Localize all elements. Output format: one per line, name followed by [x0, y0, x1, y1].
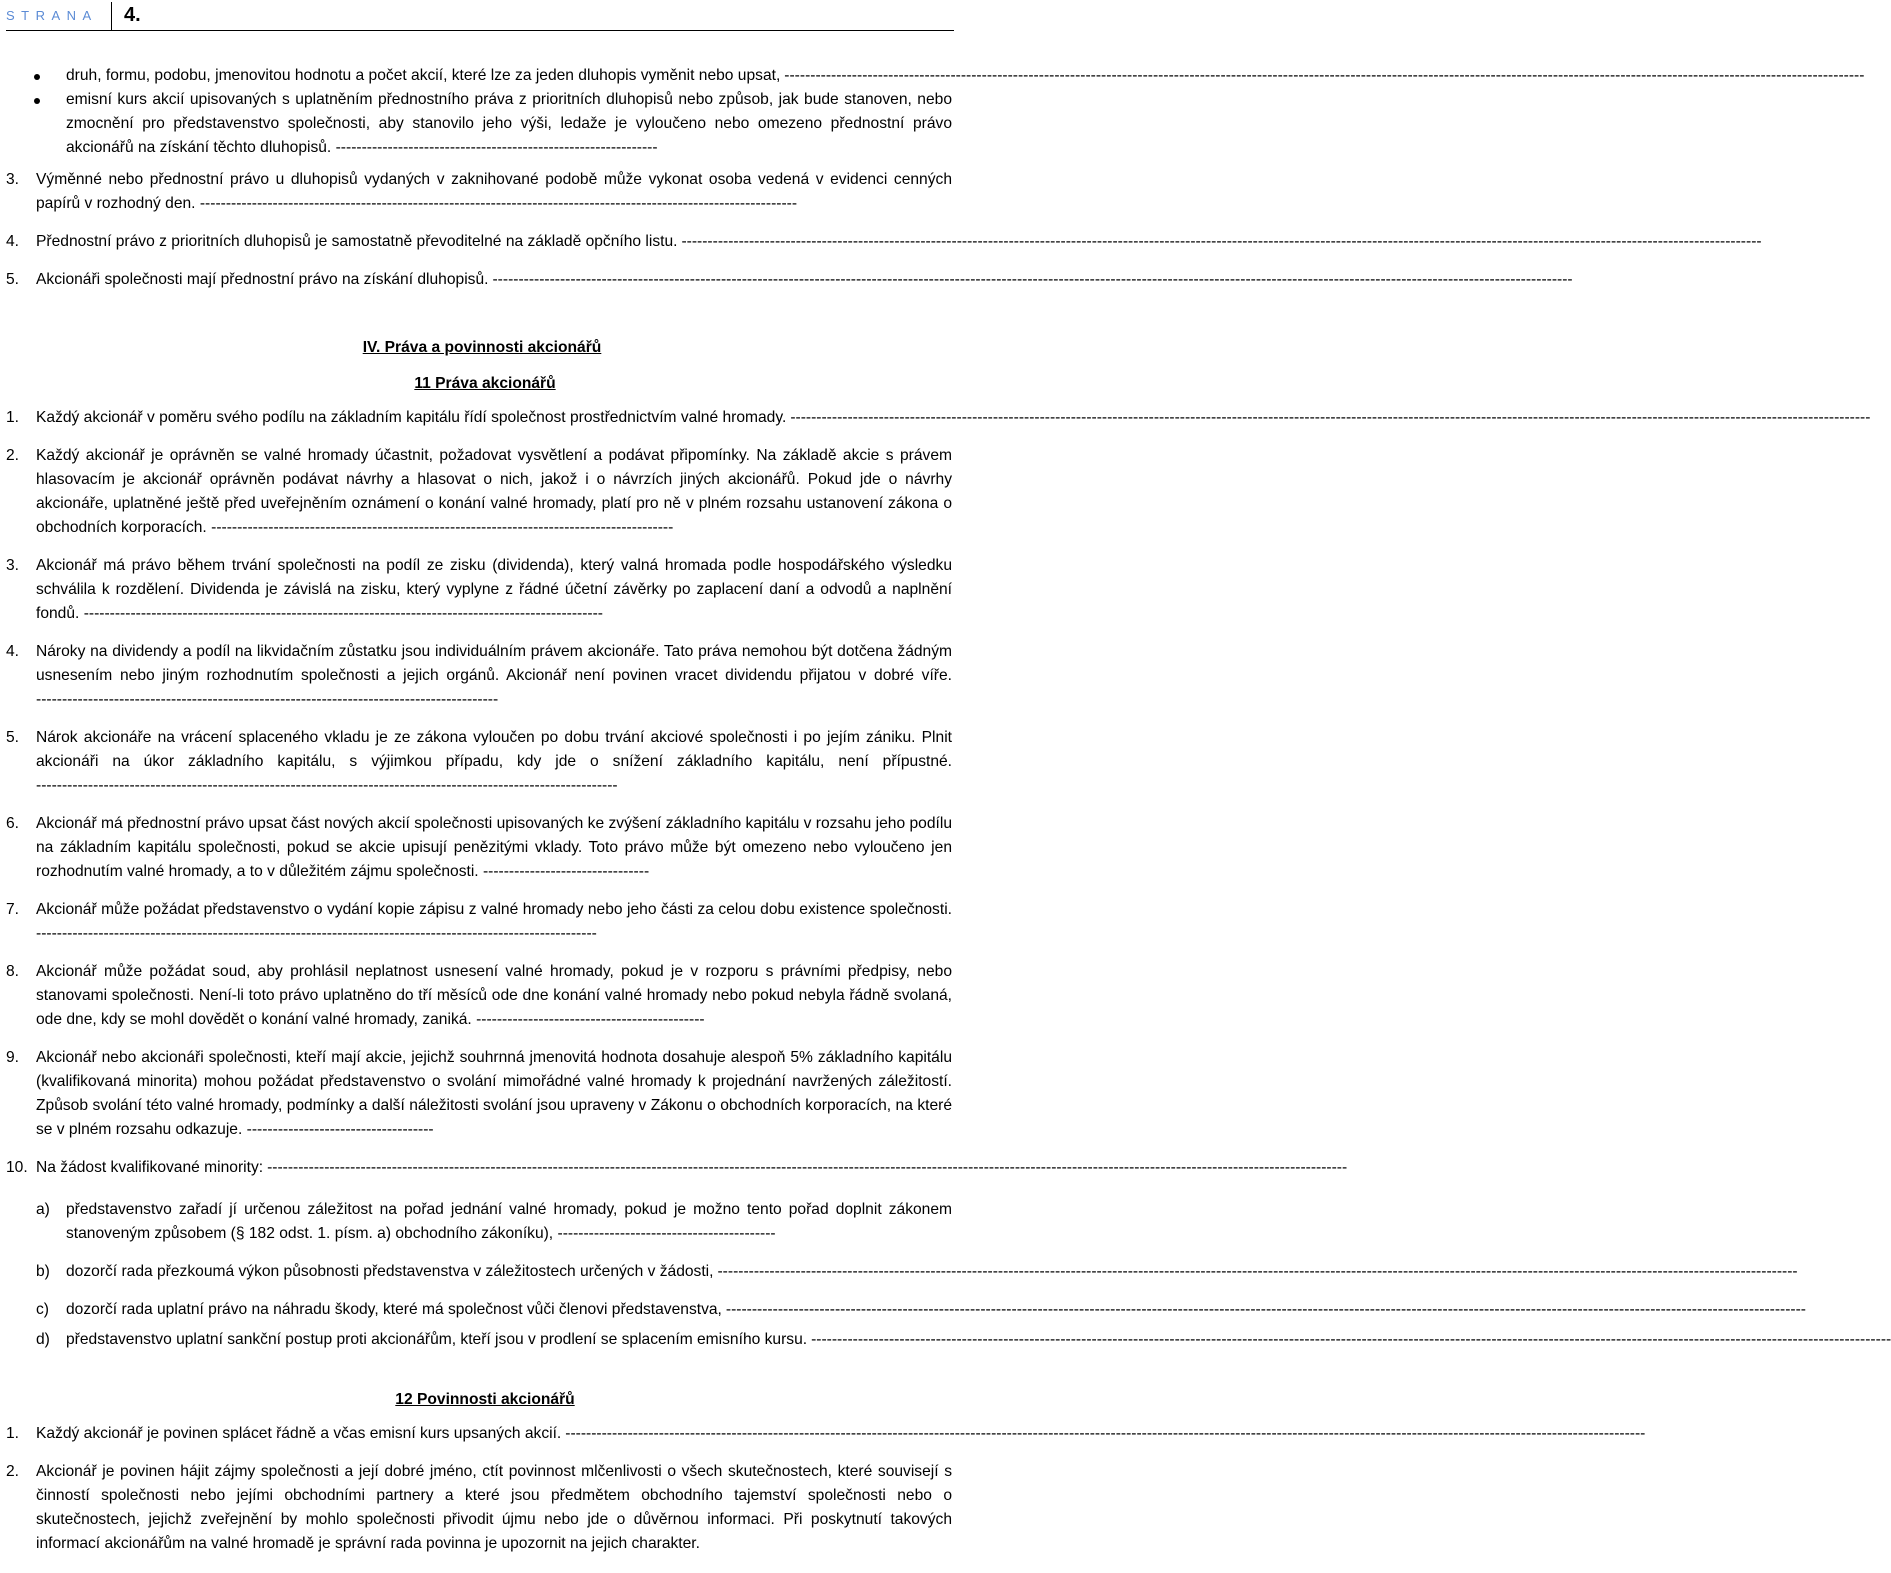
bullet-item: druh, formu, podobu, jmenovitou hodnotu a počet akcií, které lze za jeden dluhopis vyměnit nebo upsat, ---------------------------------------------------------------------------------------------------------------------------------------------------------------------------------------------------------------- [0, 64, 960, 88]
article-title: 12 Povinnosti akcionářů [395, 1391, 575, 1408]
paragraph: 4. Přednostní právo z prioritních dluhopisů je samostatně převoditelné na základě opčního listu. ---------------------------------------------------------------------------------------------------------------------------------------------------------------------------------------------------------------- [6, 233, 1762, 250]
sub-item: d) představenstvo uplatní sankční postup proti akcionářům, kteří jsou v prodlení se splacením emisního kursu. ---------------------------------------------------------------------------------------------------------------------------------------------------------------------------------------------------------------- [36, 1331, 1891, 1348]
paragraph: 2. Každý akcionář je oprávněn se valné hromady účastnit, požadovat vysvětlení a podávat připomínky. Na základě akcie s právem hlasovacím je akcionář oprávněn podávat návrhy a hlasovat o nich, jakož i o návrzích jiných akcionářů. Pokud jde o návrhy akcionáře, uplatněné ještě před uveřejněním oznámení o konání valné hromady, platí pro ně v plném rozsahu ustanovení zákona o obchodních korporacích. ----------------------------------------------------------------------------------------- [6, 447, 952, 536]
article-title: 11 Práva akcionářů [414, 375, 556, 392]
paragraph: 3. Výměnné nebo přednostní právo u dluhopisů vydaných v zaknihované podobě může vykonat osoba vedená v evidenci cenných papírů v rozhodný den. ------------------------------------------------------------------------------------------------------------------- [6, 171, 952, 212]
sub-item: b) dozorčí rada přezkoumá výkon působnosti představenstva v záležitostech určených v žádosti, ---------------------------------------------------------------------------------------------------------------------------------------------------------------------------------------------------------------- [36, 1263, 1798, 1280]
document-body [0, 64, 1891, 1556]
dash-fill: ------------------------------------------ [557, 1225, 776, 1242]
paragraph: 5. Nárok akcionáře na vrácení splaceného vkladu je ze zákona vyloučen po dobu trvání akciové společnosti i po jejím zániku. Plnit akcionáři na úkor základního kapitálu, s výjimkou případu, kdy jde o snížení základního kapitálu, není přípustné. ---------------------------------------------------------------------------------------------------------------- [6, 729, 952, 794]
header-label: STRANA [6, 8, 98, 23]
header-divider [111, 2, 112, 30]
sub-item: c) dozorčí rada uplatní právo na náhradu škody, které má společnost vůči členovi představenstva, ---------------------------------------------------------------------------------------------------------------------------------------------------------------------------------------------------------------- [36, 1301, 1807, 1318]
bullet-item: emisní kurs akcií upisovaných s uplatněním přednostního práva z prioritních dluhopisů nebo způsob, jak bude stanoven, nebo zmocnění pro představenstvo společnosti, aby stanovilo jeho výši, ledaže je vyloučeno nebo omezeno přednostní právo akcionářů na získání těchto dluhopisů. -------------------------------------------------------------- [0, 88, 960, 160]
paragraph: 7. Akcionář může požádat představenstvo o vydání kopie zápisu z valné hromady nebo jeho části za celou dobu existence společnosti. ------------------------------------------------------------------------------------------------------------ [6, 901, 952, 942]
paragraph: 1. Každý akcionář je povinen splácet řádně a včas emisní kurs upsaných akcií. ---------------------------------------------------------------------------------------------------------------------------------------------------------------------------------------------------------------- [6, 1425, 1646, 1442]
paragraph: 4. Nároky na dividendy a podíl na likvidačním zůstatku jsou individuálním právem akcionáře. Tato práva nemohou být dotčena žádným usnesením nebo jiným rozhodnutím společnosti a jejich orgánů. Akcionář není povinen vracet dividendu přijatou v dobré víře. ----------------------------------------------------------------------------------------- [6, 643, 952, 708]
bullet-list [0, 64, 1865, 160]
bullet-icon [34, 74, 40, 80]
dash-fill: -------------------------------------------- [476, 1011, 705, 1028]
dash-fill: ---------------------------------------------------------------------------------------------------- [83, 605, 603, 622]
dash-fill: ------------------------------------ [246, 1121, 434, 1138]
dash-fill: ----------------------------------------------------------------------------------------- [211, 519, 674, 536]
paragraph: 3. Akcionář má právo během trvání společnosti na podíl ze zisku (dividenda), který valná hromada podle hospodářského výsledku schválila k rozdělení. Dividenda je závislá na zisku, který vyplyne z řádné účetní závěrky po zaplacení daní a odvodů a naplnění fondů. ---------------------------------------------------------------------------------------------------- [6, 557, 952, 622]
page-header [6, 2, 954, 31]
paragraph: 8. Akcionář může požádat soud, aby prohlásil neplatnost usnesení valné hromady, pokud je v rozporu s právními předpisy, nebo stanovami společnosti. Není-li toto právo uplatněno do tří měsíců ode dne konání valné hromady nebo pokud nebyla řádně svolaná, ode dne, kdy se mohl dovědět o konání valné hromady, zaniká. -------------------------------------------- [6, 963, 952, 1028]
page-number: 4. [124, 4, 141, 26]
dash-fill: ------------------------------------------------------------------------------------------------------------ [36, 925, 597, 942]
paragraph: 1. Každý akcionář v poměru svého podílu na základním kapitálu řídí společnost prostřednictvím valné hromady. ---------------------------------------------------------------------------------------------------------------------------------------------------------------------------------------------------------------- [6, 409, 1871, 426]
paragraph: 6. Akcionář má přednostní právo upsat část nových akcií společnosti upisovaných ke zvýšení základního kapitálu v rozsahu jeho podílu na základním kapitálu společnosti, pokud se akcie upisují penězitými vklady. Toto právo může být omezeno nebo vyloučeno jen rozhodnutím valné hromady, a to v důležitém zájmu společnosti. -------------------------------- [6, 815, 952, 880]
dash-fill: ---------------------------------------------------------------------------------------------------------------- [36, 777, 618, 794]
dash-fill: ------------------------------------------------------------------------------------------------------------------- [199, 195, 798, 212]
paragraph: 2. Akcionář je povinen hájit zájmy společnosti a její dobré jméno, ctít povinnost mlčenlivosti o všech skutečnostech, které souvisejí s činností společnosti nebo jejími obchodními partnery a které jsou předmětem obchodního tajemství společnosti nebo o skutečnostech, jejichž zveřejnění by mohlo společnosti přivodit újmu nebo jde o důvěrnou informaci. Při poskytnutí takových informací akcionářům na valné hromadě je správní rada povinna je upozornit na jejich charakter. [6, 1463, 952, 1552]
dash-fill: -------------------------------------------------------------- [335, 139, 658, 156]
dash-fill: -------------------------------- [482, 863, 650, 880]
paragraph: 5. Akcionáři společnosti mají přednostní právo na získání dluhopisů. ---------------------------------------------------------------------------------------------------------------------------------------------------------------------------------------------------------------- [6, 271, 1573, 288]
paragraph: 10. Na žádost kvalifikované minority: ---------------------------------------------------------------------------------------------------------------------------------------------------------------------------------------------------------------- [6, 1159, 1348, 1176]
sub-item: a) představenstvo zařadí jí určenou záležitost na pořad jednání valné hromady, pokud je možno tento pořad doplnit zákonem stanoveným způsobem (§ 182 odst. 1. písm. a) obchodního zákoníku), ------------------------------------------ [36, 1201, 952, 1242]
chapter-title: IV. Práva a povinnosti akcionářů [362, 339, 602, 356]
dash-fill: ----------------------------------------------------------------------------------------- [36, 691, 499, 708]
bullet-icon [34, 98, 40, 104]
paragraph: 9. Akcionář nebo akcionáři společnosti, kteří mají akcie, jejichž souhrnná jmenovitá hodnota dosahuje alespoň 5% základního kapitálu (kvalifikovaná minorita) mohou požádat představenstvo o svolání mimořádné valné hromady k projednání navržených záležitostí. Způsob svolání této valné hromady, podmínky a další náležitosti svolání jsou upraveny v Zákonu o obchodních korporacích, na které se v plném rozsahu odkazuje. ------------------------------------ [6, 1049, 952, 1138]
